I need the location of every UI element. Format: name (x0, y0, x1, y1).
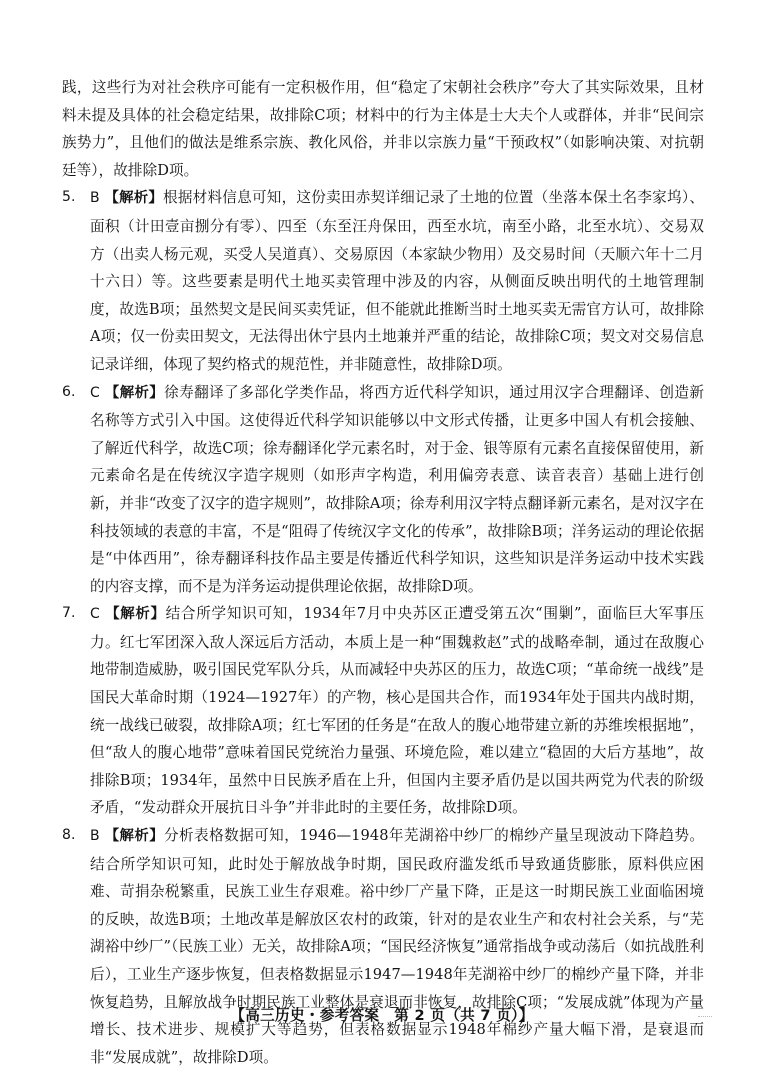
question-number: 5. (62, 189, 76, 206)
explanation-text: 结合所学知识可知，1934年7月中央苏区正遭受第五次“围剿”，面临巨大军事压力。红七军团深入敌人深远后方活动，本质上是一种“围魏救赵”式的战略牵制，通过在敌腹心地带制造威胁，吸引国民党军队分兵，从而减轻中央苏区的压力，故选C项；“革命统一战线”是国民大革命时期（1924—1927年）的产物，核心是国共合作，而1934年处于国共内战时期，统一战线已破裂，故排除A项；红七军团的任务是“在敌人的腹心地带建立新的苏维埃根据地”，但“敌人的腹心地带”意味着国民党统治力量强、环境危险，难以建立“稳固的大后方基地”，故排除B项；1934年，虽然中日民族矛盾在上升，但国内主要矛盾仍是以国共两党为代表的阶级矛盾，“发动群众开展抗日斗争”并非此时的主要任务，故排除D项。 (90, 605, 704, 817)
page-footer: 【高三历史・参考答案 第 2 页（共 7 页）】 (230, 1007, 534, 1024)
analysis-tag: 【解析】 (104, 190, 164, 207)
answer-content (62, 74, 704, 1071)
explanation-text: 分析表格数据可知，1946—1948年芜湖裕中纱厂的棉纱产量呈现波动下降趋势。结合所学知识可知，此时处于解放战争时期，国民政府滥发纸币导致通货膨胀，原料供应困难、苛捐杂税繁重，民族工业生存艰难。裕中纱厂产量下降，正是这一时期民族工业面临困境的反映，故选B项；土地改革是解放区农村的政策，针对的是农业生产和农村社会关系，与“芜湖裕中纱厂”（民族工业）无关，故排除A项；“国民经济恢复”通常指战争或动荡后（如抗战胜利后），工业生产逐步恢复，但表格数据显示1947—1948年芜湖裕中纱厂的棉纱产量下降，并非恢复趋势，且解放战争时期民族工业整体是衰退而非恢复，故排除C项；“发展成就”体现为产量增长、技术进步、规模扩大等趋势，但表格数据显示1948年棉纱产量大幅下滑，是衰退而非“发展成就”，故排除D项。 (90, 827, 704, 1066)
explanation-text: 徐寿翻译了多部化学类作品，将西方近代科学知识，通过用汉字合理翻译、创造新名称等方式引入中国。这使得近代科学知识能够以中文形式传播，让更多中国人有机会接触、了解近代科学，故选C项；徐寿翻译化学元素名时，对于金、银等原有元素名直接保留使用，新元素命名是在传统汉字造字规则（如形声字构造，利用偏旁表意、读音表音）基础上进行创新，并非“改变了汉字的造字规则”，故排除A项；徐寿利用汉字特点翻译新元素名，是对汉字在科技领域的表意的丰富，不是“阻碍了传统汉字文化的传承”，故排除B项；洋务运动的理论依据是“中体西用”，徐寿翻译科技作品主要是传播近代科学知识，这些知识是洋务运动中技术实践的内容支撑，而不是为洋务运动提供理论依据，故排除D项。 (90, 383, 704, 595)
question-number: 7. (62, 605, 76, 622)
analysis-tag: 【解析】 (105, 606, 166, 623)
answer-letter: B (90, 828, 100, 845)
answer-letter: B (90, 190, 100, 207)
question-8-explanation (62, 822, 704, 1071)
question-6-explanation (62, 379, 704, 601)
answer-letter: C (90, 384, 100, 401)
explanation-text: 根据材料信息可知，这份卖田赤契详细记录了土地的位置（坐落本保土名李家坞）、面积（计田壹亩捌分有零）、四至（东至汪舟保田，西至水坑，南至小路，北至水坑）、交易双方（出卖人杨元观，买受人吴道真）、交易原因（本家缺少物用）及交易时间（天顺六年十二月十六日）等。这些要素是明代土地买卖管理中涉及的内容，从侧面反映出明代的土地管理制度，故选B项；虽然契文是民间买卖凭证，但不能就此推断当时土地买卖无需官方认可，故排除A项；仅一份卖田契文，无法得出休宁县内土地兼并严重的结论，故排除C项；契文对交易信息记录详细，体现了契约格式的规范性，并非随意性，故排除D项。 (90, 189, 704, 373)
question-7-explanation (62, 600, 704, 822)
analysis-tag: 【解析】 (104, 384, 165, 401)
analysis-tag: 【解析】 (104, 828, 165, 845)
question-5-explanation (62, 184, 704, 378)
continued-paragraph: 践，这些行为对社会秩序可能有一定积极作用，但“稳定了宋朝社会秩序”夸大了其实际效果，且材料未提及具体的社会稳定结果，故排除C项；材料中的行为主体是士大夫个人或群体，并非“民间宗族势力”，且他们的做法是维系宗族、教化风俗，并非以宗族力量“干预政权”（如影响决策、对抗朝廷等），故排除D项。 (62, 79, 704, 179)
answer-letter: C (90, 606, 100, 623)
scan-mark (698, 1016, 712, 1019)
question-number: 6. (62, 383, 76, 400)
question-number: 8. (62, 827, 76, 844)
